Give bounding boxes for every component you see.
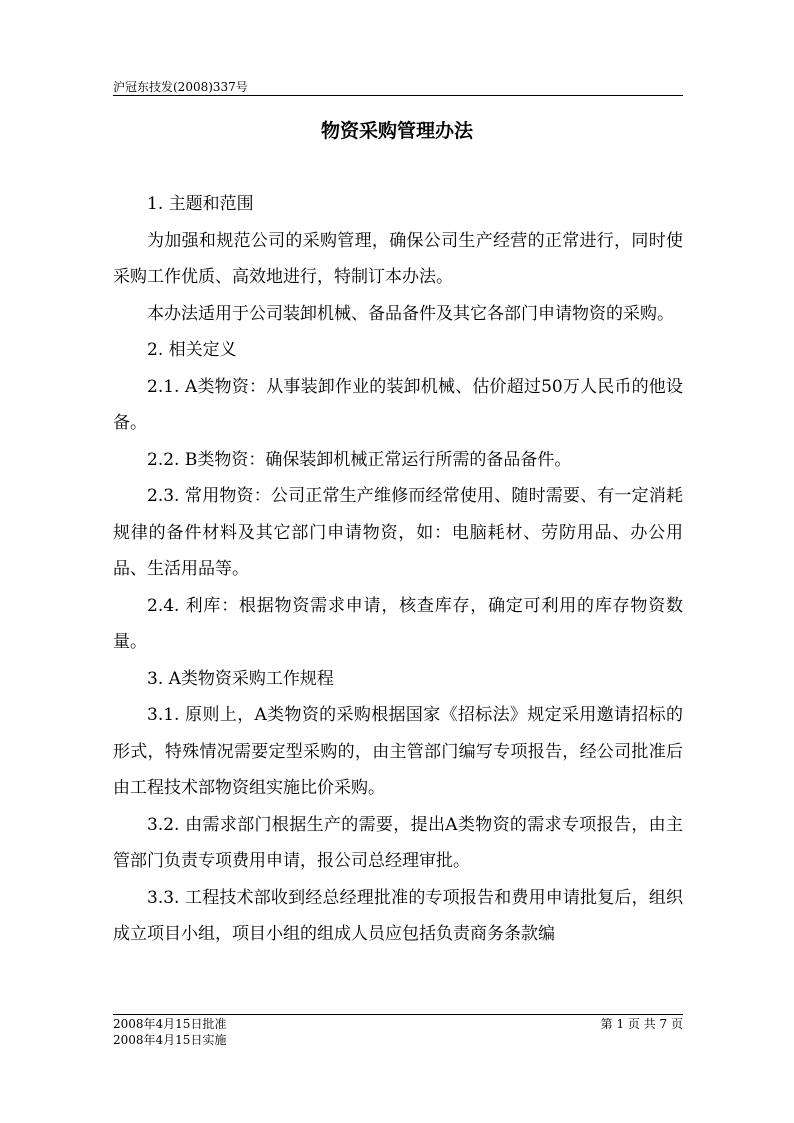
document-number: 沪冠东技发(2008)337号 [113,80,248,94]
footer-divider [113,1014,683,1015]
document-body [113,186,683,953]
section-heading: 1. 主题和范围 [147,194,254,214]
footer-dates [113,1016,226,1048]
page-number: 第 1 页 共 7 页 [600,1017,683,1031]
implementation-date: 2008年4月15日实施 [113,1033,227,1047]
paragraph: 2.1. A类物资：从事装卸作业的装卸机械、估价超过50万人民币的他设备。 [113,376,683,433]
section-heading: 2. 相关定义 [147,340,237,360]
paragraph: 2.2. B类物资：确保装卸机械正常运行所需的备品备件。 [147,449,572,470]
paragraph: 为加强和规范公司的采购管理，确保公司生产经营的正常进行，同时使采购工作优质、高效地进行，特制订本办法。 [113,230,683,287]
paragraph: 2.4. 利库：根据物资需求申请，核查库存，确定可利用的库存物资数量。 [113,595,683,652]
approval-date: 2008年4月15日批准 [113,1017,227,1031]
paragraph: 3.2. 由需求部门根据生产的需要，提出A类物资的需求专项报告，由主管部门负责专项费用申请，报公司总经理审批。 [113,814,683,871]
paragraph: 本办法适用于公司装卸机械、备品备件及其它各部门申请物资的采购。 [147,303,674,324]
paragraph: 3.1. 原则上，A类物资的采购根据国家《招标法》规定采用邀请招标的形式，特殊情况需要定型采购的，由主管部门编写专项报告，经公司批准后由工程技术部物资组实施比价采购。 [113,705,683,798]
paragraph: 3.3. 工程技术部收到经总经理批准的专项报告和费用申请批复后，组织成立项目小组，项目小组的组成人员应包括负责商务条款编 [113,887,683,944]
section-heading: 3. A类物资采购工作规程 [147,668,334,689]
document-title: 物资采购管理办法 [320,120,473,142]
header-divider [113,95,683,96]
paragraph: 2.3. 常用物资：公司正常生产维修而经常使用、随时需要、有一定消耗规律的备件材料及其它部门申请物资，如：电脑耗材、劳防用品、办公用品、生活用品等。 [113,486,683,579]
